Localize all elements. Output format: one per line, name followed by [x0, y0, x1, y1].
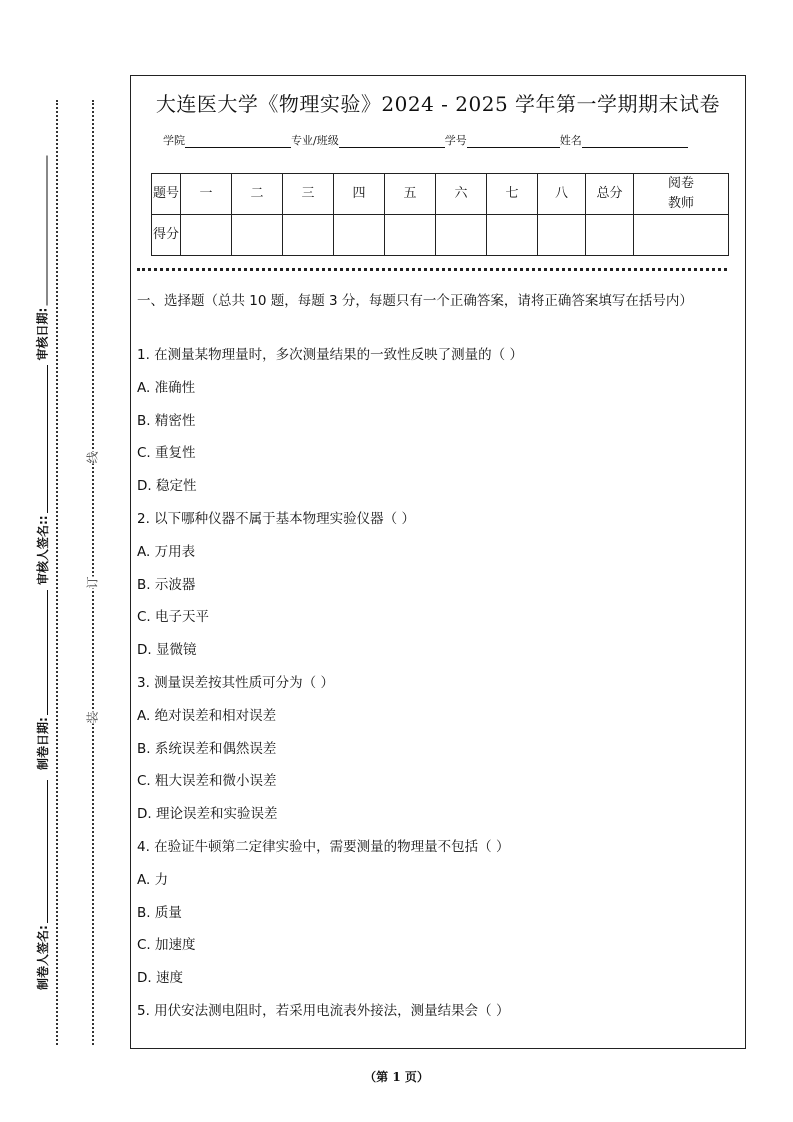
- name-label: 姓名: [559, 134, 582, 147]
- review-date-label: 审核日期:: [35, 307, 50, 361]
- row-header: 题号: [152, 174, 181, 215]
- answer-option[interactable]: D. 理论误差和实验误差: [137, 806, 278, 823]
- score-cell[interactable]: [538, 215, 586, 256]
- answer-option[interactable]: D. 速度: [137, 970, 183, 987]
- student-info: [163, 132, 688, 148]
- column-header: 三: [283, 174, 334, 215]
- binding-dotted-line-inner: [92, 100, 94, 1045]
- score-cell[interactable]: [334, 215, 385, 256]
- question-text: 1. 在测量某物理量时，多次测量结果的一致性反映了测量的（ ）: [137, 347, 523, 363]
- question-text: 2. 以下哪种仪器不属于基本物理实验仪器（ ）: [137, 511, 415, 527]
- table-row: [152, 215, 729, 256]
- major-class-input[interactable]: [339, 133, 445, 148]
- column-header: 总分: [586, 174, 634, 215]
- paper-maker-signature-label: 制卷人签名:: [36, 925, 50, 990]
- student-id-label: 学号: [444, 134, 467, 147]
- column-header: 五: [385, 174, 436, 215]
- column-header: [634, 174, 729, 215]
- row-header: 得分: [152, 215, 181, 256]
- reviewer-signature-field: [33, 365, 51, 585]
- column-header: 一: [181, 174, 232, 215]
- column-header: 六: [436, 174, 487, 215]
- blank-line: [46, 156, 48, 306]
- answer-option[interactable]: B. 系统误差和偶然误差: [137, 740, 277, 757]
- page-number: （第 1 页）: [364, 1070, 429, 1084]
- answer-option[interactable]: C. 加速度: [137, 937, 196, 954]
- score-cell[interactable]: [232, 215, 283, 256]
- blank-line: [46, 590, 48, 715]
- answer-option[interactable]: C. 电子天平: [137, 609, 210, 626]
- score-cell[interactable]: [634, 215, 729, 256]
- table-row: [152, 174, 729, 215]
- binding-dotted-line-outer: [56, 100, 58, 1045]
- column-header: 四: [334, 174, 385, 215]
- answer-option[interactable]: A. 绝对误差和相对误差: [137, 707, 277, 724]
- score-cell[interactable]: [487, 215, 538, 256]
- section-divider: [137, 268, 727, 271]
- answer-option[interactable]: D. 稳定性: [137, 478, 197, 495]
- column-header: 八: [538, 174, 586, 215]
- paper-maker-signature-field: [33, 780, 51, 990]
- answer-option[interactable]: C. 重复性: [137, 445, 196, 462]
- answer-option[interactable]: B. 示波器: [137, 576, 196, 593]
- answer-option[interactable]: A. 力: [137, 871, 169, 888]
- blank-line: [46, 365, 48, 513]
- score-cell[interactable]: [436, 215, 487, 256]
- college-label: 学院: [163, 134, 185, 147]
- answer-option[interactable]: B. 精密性: [137, 412, 196, 429]
- question-text: 3. 测量误差按其性质可分为（ ）: [137, 675, 334, 691]
- question-text: 4. 在验证牛顿第二定律实验中，需要测量的物理量不包括（ ）: [137, 839, 510, 855]
- answer-option[interactable]: D. 显微镜: [137, 642, 197, 659]
- answer-option[interactable]: A. 准确性: [137, 379, 196, 396]
- column-header: 二: [232, 174, 283, 215]
- binding-mark-line: 线: [82, 451, 103, 463]
- answer-option[interactable]: B. 质量: [137, 904, 182, 921]
- exam-frame: [130, 75, 746, 1049]
- score-cell[interactable]: [385, 215, 436, 256]
- reviewer-signature-label: 审核人签名::: [36, 515, 50, 585]
- question-text: 5. 用伏安法测电阻时，若采用电流表外接法，测量结果会（ ）: [137, 1003, 510, 1019]
- name-input[interactable]: [582, 133, 688, 148]
- binding-mark-staple: 装: [82, 711, 103, 723]
- binding-mark-bind: 订: [82, 576, 103, 588]
- score-cell[interactable]: [283, 215, 334, 256]
- score-table: [151, 173, 729, 256]
- paper-date-field: [33, 590, 51, 770]
- column-header: 七: [487, 174, 538, 215]
- college-input[interactable]: [185, 133, 291, 148]
- blank-line: [46, 780, 48, 923]
- section-heading: 一、选择题（总共 10 题，每题 3 分，每题只有一个正确答案，请将正确答案填写在括号内）: [137, 293, 693, 309]
- score-cell[interactable]: [181, 215, 232, 256]
- review-date-field: [33, 156, 51, 361]
- grader-label: 阅卷教师: [667, 176, 694, 211]
- major-class-label: 专业/班级: [291, 134, 339, 147]
- student-id-input[interactable]: [467, 133, 560, 148]
- answer-option[interactable]: C. 粗大误差和微小误差: [137, 773, 277, 790]
- answer-option[interactable]: A. 万用表: [137, 543, 196, 560]
- exam-title: 大连医大学《物理实验》2024 - 2025 学年第一学期期末试卷: [155, 92, 721, 116]
- score-cell[interactable]: [586, 215, 634, 256]
- paper-date-label: 制卷日期:: [36, 717, 50, 770]
